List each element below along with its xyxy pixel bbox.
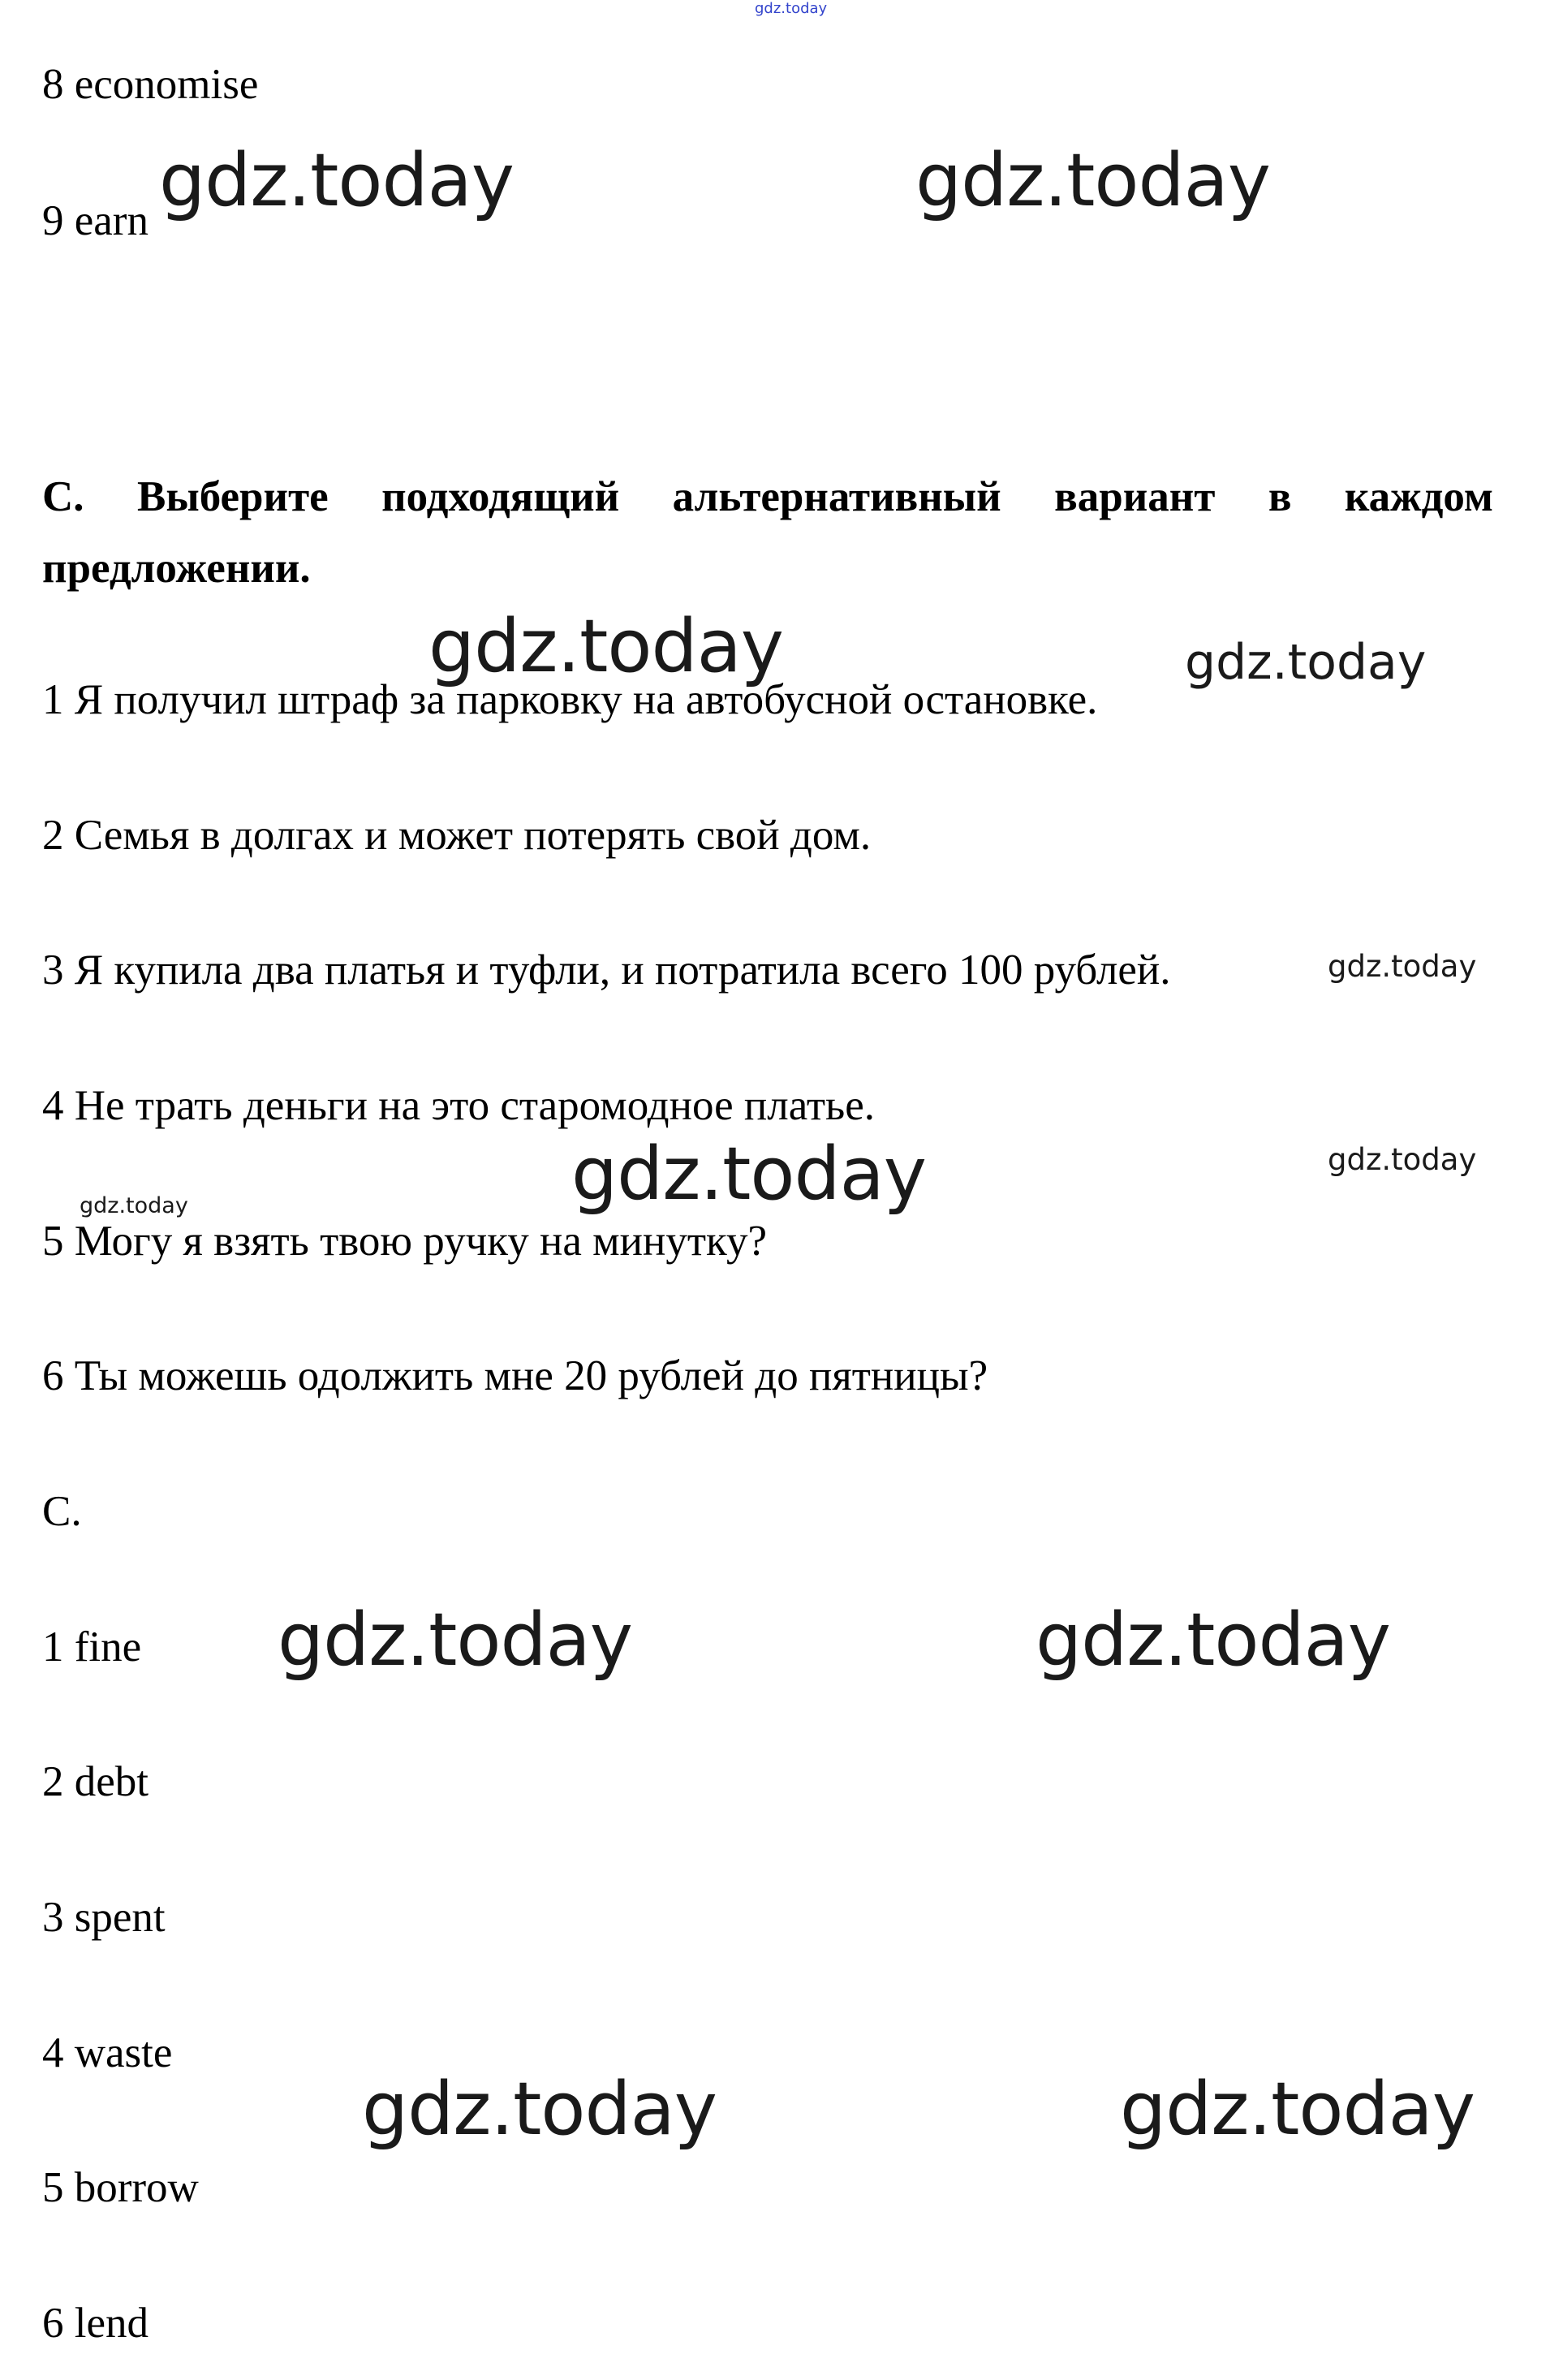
- watermark: gdz.today: [1328, 1142, 1477, 1177]
- watermark: gdz.today: [1036, 1597, 1391, 1683]
- sentence-item: 1 Я получил штраф за парковку на автобусной остановке.: [42, 676, 1098, 723]
- watermark: gdz.today: [428, 604, 784, 689]
- list-item: 9 earn: [42, 197, 149, 244]
- answer-item: 6 lend: [42, 2300, 149, 2347]
- answer-item: 5 borrow: [42, 2164, 199, 2211]
- watermark: gdz.today: [915, 138, 1271, 223]
- watermark: gdz.today: [159, 138, 515, 223]
- watermark: gdz.today: [278, 1597, 633, 1683]
- watermark: gdz.today: [1328, 949, 1477, 984]
- sentence-item: 3 Я купила два платья и туфли, и потратила всего 100 рублей.: [42, 946, 1171, 994]
- top-watermark: gdz.today: [755, 0, 828, 17]
- sentence-item: 5 Могу я взять твою ручку на минутку?: [42, 1218, 768, 1265]
- watermark: gdz.today: [1120, 2067, 1475, 2152]
- watermark: gdz.today: [80, 1193, 188, 1218]
- answer-item: 3 spent: [42, 1894, 166, 1941]
- answer-item: 4 waste: [42, 2029, 173, 2076]
- watermark: gdz.today: [571, 1132, 927, 1217]
- sentence-item: 6 Ты можешь одолжить мне 20 рублей до пятницы?: [42, 1352, 988, 1399]
- watermark: gdz.today: [362, 2067, 717, 2152]
- list-item: 8 economise: [42, 61, 259, 108]
- watermark: gdz.today: [1185, 634, 1427, 691]
- answers-label: C.: [42, 1488, 82, 1535]
- sentence-item: 2 Семья в долгах и может потерять свой дом.: [42, 812, 872, 859]
- answer-item: 1 fine: [42, 1623, 142, 1671]
- answer-item: 2 debt: [42, 1758, 149, 1805]
- sentence-item: 4 Не трать деньги на это старомодное платье.: [42, 1082, 875, 1129]
- section-heading: C. Выберите подходящий альтернативный вариант в каждом предложении.: [42, 473, 1493, 592]
